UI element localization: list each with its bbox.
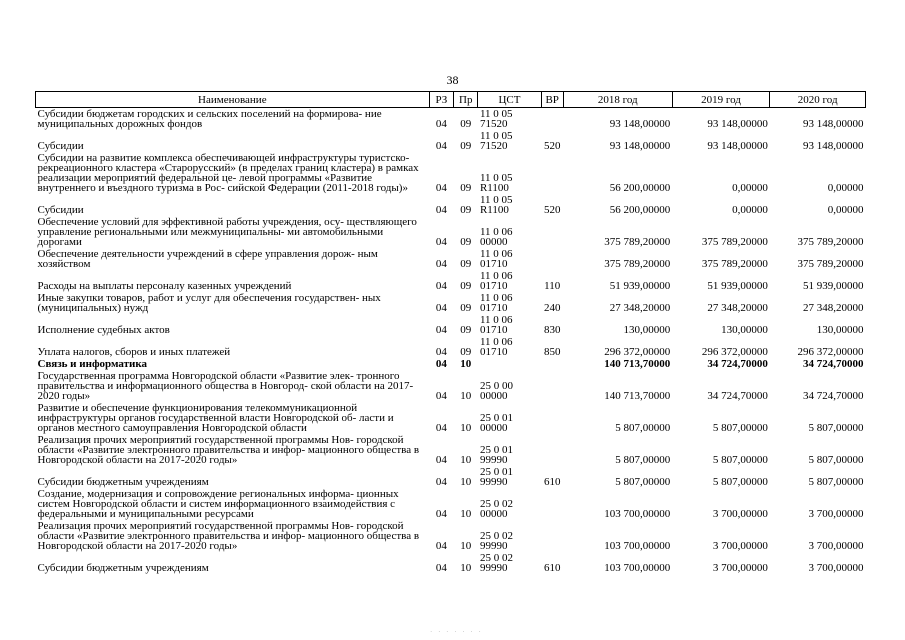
- row-cst: 25 0 01 00000: [479, 412, 513, 434]
- row-name: Уплата налогов, сборов и иных платежей: [37, 346, 231, 358]
- row-2019: 375 789,20000: [701, 236, 768, 248]
- row-2019: 0,00000: [732, 204, 768, 216]
- table-row: [36, 434, 866, 466]
- row-2018: 56 200,00000: [609, 182, 671, 194]
- row-name: Государственная программа Новгородской области «Развитие элек- тронного правительства и информационного общества в Новгород- ской области на 2017-2020 годы»: [37, 370, 414, 402]
- header-2020: 2020 год: [770, 92, 866, 108]
- row-name: Субсидии бюджетным учреждениям: [37, 562, 209, 574]
- row-pr: 09: [460, 258, 472, 270]
- row-pr: 09: [460, 280, 472, 292]
- row-2020: 296 372,00000: [797, 346, 864, 358]
- table-row: [36, 216, 866, 248]
- table-row: [36, 314, 866, 336]
- row-cst: 25 0 01 99990: [479, 466, 513, 488]
- row-vr: 610: [543, 562, 561, 574]
- row-pr: 09: [460, 204, 472, 216]
- row-rz: 04: [435, 118, 447, 130]
- row-name: Связь и информатика: [37, 358, 148, 370]
- row-vr: 520: [543, 204, 561, 216]
- row-name: Обеспечение деятельности учреждений в сфере управления дорож- ным хозяйством: [37, 248, 378, 270]
- table-row: [36, 336, 866, 358]
- row-2020: 3 700,00000: [808, 508, 864, 520]
- row-pr: 09: [460, 182, 472, 194]
- row-2020: 375 789,20000: [797, 258, 864, 270]
- row-cst: 25 0 01 99990: [479, 444, 513, 466]
- row-2020: 93 148,00000: [803, 140, 864, 152]
- row-name: Обеспечение условий для эффективной работы учреждения, осу- ществляющего управление региональными или межмуниципальны- ми автомобильными дорогами: [37, 216, 417, 248]
- row-rz: 04: [435, 390, 447, 402]
- row-rz: 04: [435, 324, 447, 336]
- row-2020: 51 939,00000: [803, 280, 864, 292]
- row-cst: [478, 358, 541, 370]
- row-2019: 296 372,00000: [701, 346, 768, 358]
- row-rz: 04: [435, 562, 447, 574]
- row-pr: 10: [460, 358, 472, 370]
- row-name: Создание, модернизация и сопровождение региональных информа- ционных систем Новгородской области и систем информационного взаимодействия с федеральными и муниципальными ресурсами: [37, 488, 399, 520]
- row-2018: 140 713,70000: [604, 358, 671, 370]
- row-rz: 04: [435, 302, 447, 314]
- row-2019: 130,00000: [721, 324, 768, 336]
- row-cst: 11 0 06 01710: [479, 292, 513, 314]
- row-vr: 110: [544, 280, 561, 292]
- header-name: Наименование: [36, 92, 430, 108]
- table-row: [36, 194, 866, 216]
- row-2018: 56 200,00000: [609, 204, 671, 216]
- row-2019: 0,00000: [732, 182, 768, 194]
- row-2019: 5 807,00000: [712, 422, 768, 434]
- row-2020: 375 789,20000: [797, 236, 864, 248]
- row-pr: 10: [460, 562, 472, 574]
- page-number: 38: [446, 73, 459, 87]
- row-rz: 04: [435, 236, 447, 248]
- row-cst: 11 0 05 71520: [479, 130, 513, 152]
- table-row: [36, 466, 866, 488]
- table-row: [36, 152, 866, 194]
- row-2020: 0,00000: [827, 204, 864, 216]
- row-name: Субсидии: [37, 204, 84, 216]
- row-rz: 04: [435, 346, 447, 358]
- row-pr: 09: [460, 236, 472, 248]
- row-2020: 130,00000: [816, 324, 864, 336]
- table-row: [36, 358, 866, 370]
- table-row: [36, 402, 866, 434]
- header-rz: РЗ: [429, 92, 453, 108]
- row-vr: 240: [543, 302, 561, 314]
- row-vr: 610: [543, 476, 561, 488]
- row-rz: 04: [435, 182, 447, 194]
- row-pr: 09: [460, 140, 472, 152]
- row-name: Реализация прочих мероприятий государственной программы Нов- городской области «Развитие электронного правительства и инфор- мационного общества в Новгородской области на 2017-2020 годы»: [37, 520, 420, 552]
- row-2018: 296 372,00000: [604, 346, 671, 358]
- row-2019: 3 700,00000: [712, 562, 768, 574]
- row-2019: 93 148,00000: [707, 140, 768, 152]
- row-2018: 93 148,00000: [609, 140, 671, 152]
- row-pr: 09: [460, 302, 472, 314]
- row-pr: 09: [460, 346, 472, 358]
- row-pr: 10: [460, 454, 472, 466]
- row-name: Развитие и обеспечение функционирования телекоммуникационной инфраструктуры органов государственной власти Новгородской об- ласти и органов местного самоуправления Новгородской области: [37, 402, 394, 434]
- row-pr: 09: [460, 118, 472, 130]
- row-cst: 11 0 06 01710: [479, 248, 513, 270]
- row-vr: 520: [543, 140, 561, 152]
- header-vr: ВР: [541, 92, 563, 108]
- row-vr: [541, 152, 563, 194]
- row-2020: 5 807,00000: [808, 476, 864, 488]
- row-rz: 04: [435, 204, 447, 216]
- row-name: Реализация прочих мероприятий государственной программы Нов- городской области «Развитие электронного правительства и инфор- мационного общества в Новгородской области на 2017-2020 годы»: [37, 434, 420, 466]
- row-2018: 103 700,00000: [604, 508, 671, 520]
- row-pr: 10: [460, 476, 472, 488]
- row-cst: 25 0 00 00000: [479, 380, 513, 402]
- row-2018: 375 789,20000: [604, 258, 671, 270]
- header-2018: 2018 год: [563, 92, 672, 108]
- row-pr: 09: [460, 324, 472, 336]
- row-rz: 04: [435, 540, 447, 552]
- row-name: Исполнение судебных актов: [37, 324, 170, 336]
- row-2019: 3 700,00000: [712, 540, 768, 552]
- header-2019: 2019 год: [672, 92, 770, 108]
- row-2018: 5 807,00000: [615, 454, 671, 466]
- row-2020: 93 148,00000: [803, 118, 864, 130]
- row-rz: 04: [435, 258, 447, 270]
- row-cst: 25 0 02 00000: [479, 498, 513, 520]
- row-vr: 850: [543, 346, 561, 358]
- row-cst: 11 0 06 01710: [479, 314, 513, 336]
- row-vr: [541, 216, 563, 248]
- table-row: [36, 552, 866, 574]
- row-2020: 3 700,00000: [808, 562, 864, 574]
- row-2018: 103 700,00000: [604, 562, 671, 574]
- row-2018: 27 348,20000: [609, 302, 671, 314]
- row-cst: 25 0 02 99990: [479, 530, 513, 552]
- row-2018: 93 148,00000: [609, 118, 671, 130]
- row-2020: 0,00000: [827, 182, 864, 194]
- table-row: [36, 370, 866, 402]
- header-cst: ЦСТ: [478, 92, 541, 108]
- row-rz: 04: [435, 422, 447, 434]
- row-cst: 25 0 02 99990: [479, 552, 513, 574]
- row-2019: 5 807,00000: [712, 454, 768, 466]
- row-rz: 04: [435, 454, 447, 466]
- row-2018: 140 713,70000: [604, 390, 671, 402]
- table-header-row: [36, 92, 866, 108]
- row-2018: 375 789,20000: [604, 236, 671, 248]
- row-rz: 04: [435, 476, 447, 488]
- row-vr: [541, 358, 563, 370]
- row-2019: 27 348,20000: [707, 302, 768, 314]
- row-vr: 830: [543, 324, 561, 336]
- row-vr: [541, 370, 563, 402]
- table-row: [36, 488, 866, 520]
- row-pr: 10: [460, 540, 472, 552]
- row-cst: 11 0 06 00000: [479, 226, 513, 248]
- table-row: [36, 108, 866, 131]
- row-pr: 10: [460, 390, 472, 402]
- row-name: Иные закупки товаров, работ и услуг для обеспечения государствен- ных (муниципальных) нужд: [37, 292, 381, 314]
- row-rz: 04: [435, 140, 447, 152]
- row-rz: 04: [435, 358, 447, 370]
- row-vr: [541, 402, 563, 434]
- table-row: [36, 248, 866, 270]
- table-row: [36, 270, 866, 292]
- row-2018: 103 700,00000: [604, 540, 671, 552]
- row-rz: 04: [435, 280, 447, 292]
- row-vr: [541, 248, 563, 270]
- table-row: [36, 520, 866, 552]
- row-2019: 34 724,70000: [707, 390, 768, 402]
- row-2019: 5 807,00000: [712, 476, 768, 488]
- row-pr: 10: [460, 508, 472, 520]
- row-2018: 51 939,00000: [609, 280, 671, 292]
- row-2019: 51 939,00000: [707, 280, 768, 292]
- row-vr: [541, 488, 563, 520]
- row-cst: 11 0 06 01710: [479, 270, 513, 292]
- table-row: [36, 130, 866, 152]
- row-2020: 27 348,20000: [803, 302, 864, 314]
- row-pr: 10: [460, 422, 472, 434]
- row-2020: 34 724,70000: [803, 390, 864, 402]
- row-2018: 5 807,00000: [615, 476, 671, 488]
- table-row: [36, 292, 866, 314]
- row-2018: 5 807,00000: [615, 422, 671, 434]
- budget-table: [35, 91, 866, 574]
- row-cst: 11 0 05 R1100: [479, 194, 513, 216]
- row-2019: 34 724,70000: [707, 358, 768, 370]
- scan-artifact: · · · · · · ·: [430, 628, 483, 636]
- row-2020: 3 700,00000: [808, 540, 864, 552]
- row-2020: 34 724,70000: [803, 358, 864, 370]
- row-name: Субсидии: [37, 140, 84, 152]
- row-name: Расходы на выплаты персоналу казенных учреждений: [37, 280, 292, 292]
- row-vr: [541, 434, 563, 466]
- row-name: Субсидии на развитие комплекса обеспечивающей инфраструктуры туристско-рекреационного кластера «Старорусский» (в пределах границ кластера) в рамках реализации мероприятий федеральной це- левой программы «Развитие внутреннего и въездного туризма в Рос- сийской Федерации (2011-2018 годы)»: [37, 152, 419, 194]
- table-body: [36, 108, 866, 575]
- row-cst: 11 0 05 R1100: [479, 172, 513, 194]
- row-2019: 375 789,20000: [701, 258, 768, 270]
- row-rz: 04: [435, 508, 447, 520]
- row-2020: 5 807,00000: [808, 454, 864, 466]
- row-vr: [541, 108, 563, 131]
- row-cst: 11 0 06 01710: [479, 336, 513, 358]
- header-pr: Пр: [454, 92, 478, 108]
- row-name: Субсидии бюджетным учреждениям: [37, 476, 209, 488]
- row-2018: 130,00000: [623, 324, 671, 336]
- row-2019: 3 700,00000: [712, 508, 768, 520]
- row-vr: [541, 520, 563, 552]
- row-2019: 93 148,00000: [707, 118, 768, 130]
- row-name: Субсидии бюджетам городских и сельских поселений на формирова- ние муниципальных дорожных фондов: [37, 108, 382, 130]
- row-cst: 11 0 05 71520: [479, 108, 513, 130]
- row-2020: 5 807,00000: [808, 422, 864, 434]
